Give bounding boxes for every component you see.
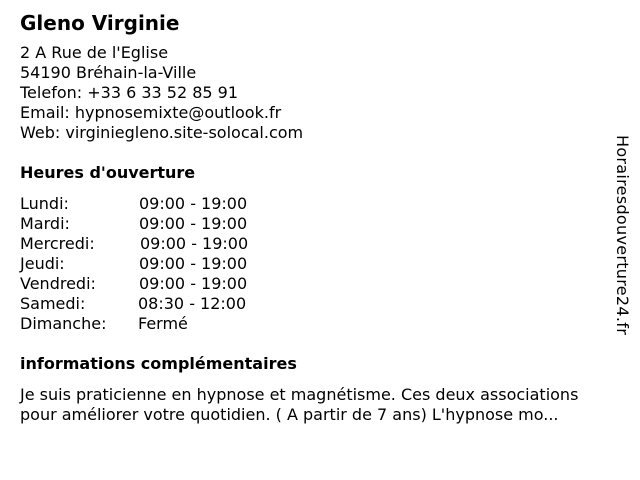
- time-range: 09:00 - 19:00: [140, 234, 249, 253]
- day-label: Mardi:: [20, 214, 70, 233]
- description-line: Je suis praticienne en hypnose et magnétisme. Ces deux associations: [20, 385, 579, 404]
- time-range: 09:00 - 19:00: [139, 214, 248, 233]
- day-label: Lundi:: [20, 194, 69, 213]
- additional-info-text: [20, 385, 620, 425]
- additional-info-heading: informations complémentaires: [20, 354, 297, 373]
- time-range: 09:00 - 19:00: [139, 254, 248, 273]
- time-range: 09:00 - 19:00: [139, 274, 248, 293]
- site-watermark: [612, 135, 632, 345]
- time-range: Fermé: [138, 314, 188, 333]
- day-label: Samedi:: [20, 294, 86, 313]
- watermark-text: Horairesdouverture24.fr: [613, 135, 632, 336]
- time-range: 08:30 - 12:00: [138, 294, 247, 313]
- time-range: 09:00 - 19:00: [139, 194, 248, 213]
- website-url: Web: virginiegleno.site-solocal.com: [20, 123, 304, 142]
- day-label: Jeudi:: [20, 254, 65, 273]
- address-city: 54190 Bréhain-la-Ville: [20, 63, 197, 82]
- phone-number: Telefon: +33 6 33 52 85 91: [20, 83, 239, 102]
- day-label: Mercredi:: [20, 234, 95, 253]
- business-name: Gleno Virginie: [20, 11, 180, 35]
- day-label: Dimanche:: [20, 314, 107, 333]
- contact-block: [20, 43, 303, 143]
- day-label: Vendredi:: [20, 274, 96, 293]
- description-line: pour améliorer votre quotidien. ( A partir de 7 ans) L'hypnose mo...: [20, 405, 559, 424]
- opening-hours-heading: Heures d'ouverture: [20, 163, 196, 182]
- email-address: Email: hypnosemixte@outlook.fr: [20, 103, 282, 122]
- address-street: 2 A Rue de l'Eglise: [20, 43, 169, 62]
